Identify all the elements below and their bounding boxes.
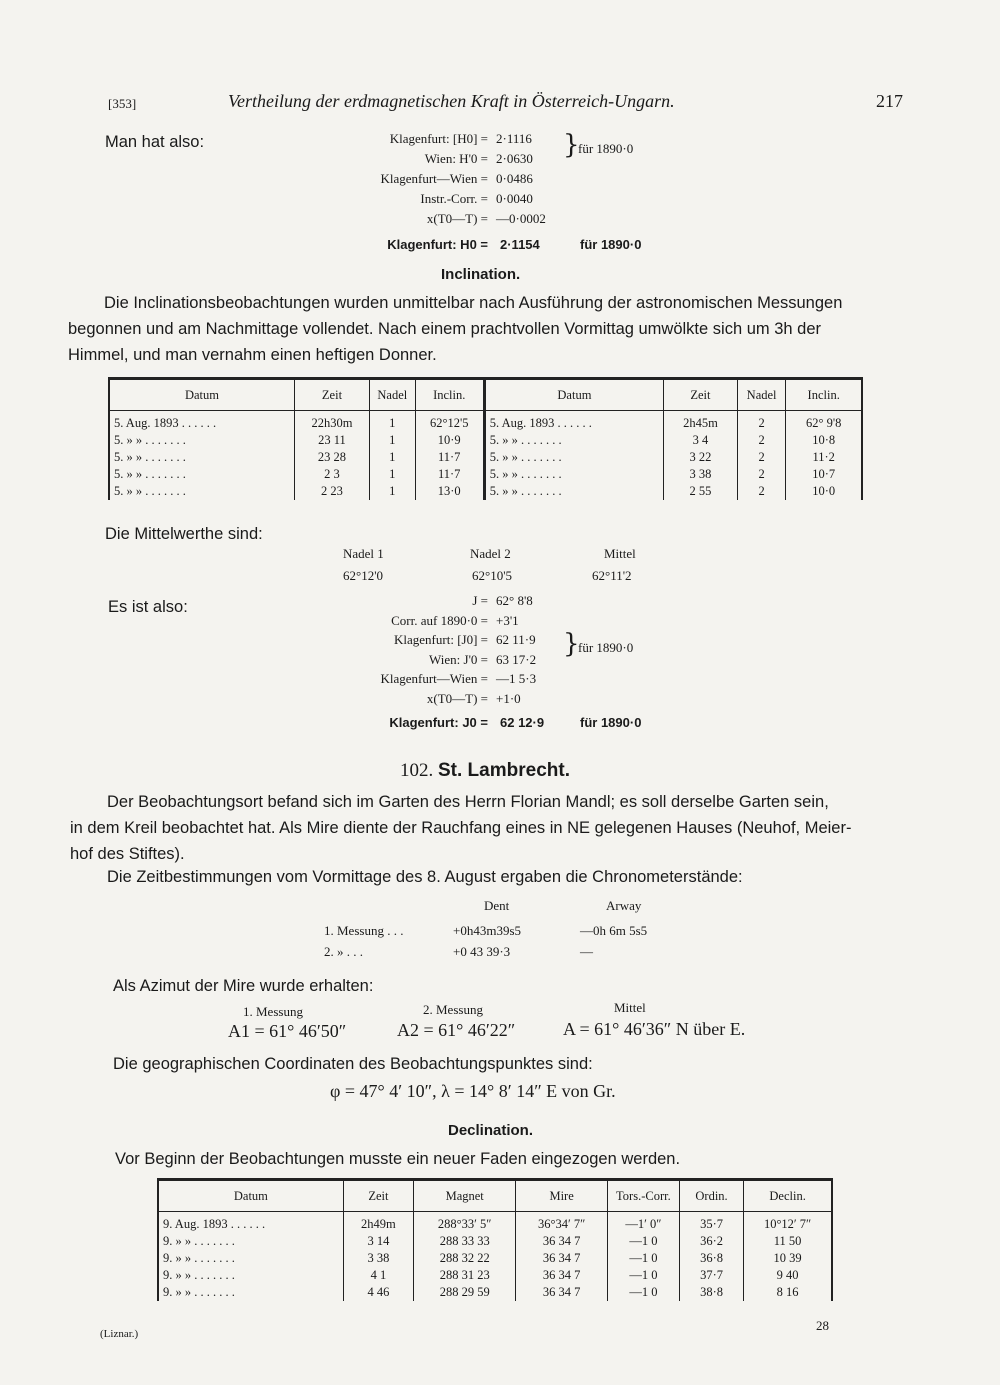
table-cell: 9. Aug. 1893 . . . . . . [158,1216,343,1233]
inclination-para-line-3: Himmel, und man vernahm einen heftigen Donner. [68,346,437,364]
table-cell: 3 22 [664,449,738,466]
table-cell: 23 11 [295,432,370,449]
j-line-value: 63 17·2 [496,651,537,667]
col-magnet: Magnet [414,1181,516,1212]
azimut-intro: Als Azimut der Mire wurde erhalten: [113,977,374,995]
chrono-row-dent: +0 43 39·3 [453,944,511,959]
j-line-value: —1 5·3 [496,671,537,686]
table-cell: 10·7 [786,466,862,483]
table-cell: 1 [369,415,415,432]
h-line-label: Klagenfurt—Wien = [380,171,488,186]
j-line-label: J = [472,593,488,608]
col-tors-corr: Tors.-Corr. [607,1181,679,1212]
table-cell: 288 31 23 [414,1267,516,1284]
table-cell: 10·0 [786,483,862,500]
footer-author: (Liznar.) [100,1328,139,1340]
inclination-para-line-2: begonnen und am Nachmittage vollendet. Nach einem prachtvollen Vormittag umwölkte sich um 3h der [68,320,821,338]
section-para-line-2: in dem Kreil beobachtet hat. Als Mire diente der Rauchfang eines in NE gelegenen Hauses (Neuhof, Meier- [70,819,852,837]
table-cell: 2h49m [343,1216,413,1233]
h-brace-note: für 1890·0 [578,141,634,156]
table-cell: —1 0 [607,1267,679,1284]
section-para-line-1: Der Beobachtungsort befand sich im Garten des Herrn Florian Mandl; es soll derselbe Garten sein, [107,793,829,811]
table-cell: 288 32 22 [414,1250,516,1267]
table-cell: —1′ 0″ [607,1216,679,1233]
azimut-head-mittel: Mittel [614,1000,646,1015]
col-datum-2: Datum [484,380,663,411]
inclination-heading: Inclination. [441,266,521,283]
table-cell: 38·8 [679,1284,743,1301]
coord-line: φ = 47° 4′ 10″, λ = 14° 8′ 14″ E von Gr. [330,1081,616,1101]
running-title: Vertheilung der erdmagnetischen Kraft in Österreich-Ungarn. [228,91,675,111]
h-line-value: 2·0630 [496,151,533,166]
table-cell: —1 0 [607,1284,679,1301]
section-para-2: Die Zeitbestimmungen vom Vormittage des 8. August ergaben die Chronometerstände: [107,868,743,886]
table-cell: 4 46 [343,1284,413,1301]
table-row [158,1233,832,1250]
h-line-label: Wien: H'0 = [424,151,488,166]
j-line-label: Wien: J'0 = [429,651,488,667]
section-heading [400,760,570,782]
j-brace-note: für 1890·0 [578,640,634,655]
table-cell: 2 55 [664,483,738,500]
j-result-value: 62 12·9 [500,715,545,730]
mittel-head-mittel: Mittel [604,546,636,561]
chrono-head-dent: Dent [484,898,510,913]
table-row [158,1250,832,1267]
table-cell: 62°12'5 [415,415,484,432]
table-cell: 1 [369,483,415,500]
j-line-value: +3'1 [496,612,519,628]
declination-heading: Declination. [448,1122,534,1139]
table-cell: 62° 9'8 [786,415,862,432]
table-cell: 1 [369,432,415,449]
col-mire: Mire [516,1181,608,1212]
h-line-label: Instr.-Corr. = [420,191,488,206]
table-cell: 288°33′ 5″ [414,1216,516,1233]
table-cell: 9. » » . . . . . . . [158,1250,343,1267]
table-cell: —1 0 [607,1233,679,1250]
table-cell: 11·7 [415,466,484,483]
mittel-val-nadel-1: 62°12'0 [343,568,384,583]
table-cell: 2 [737,483,786,500]
table-cell: 5. » » . . . . . . . [484,466,663,483]
azimut-head-2: 2. Messung [423,1002,483,1017]
h-result-value: 2·1154 [500,237,540,252]
mittel-head-nadel-2: Nadel 2 [470,546,511,561]
table-cell: 36 34 7 [516,1267,608,1284]
table-row [158,1267,832,1284]
table-cell: 1 [369,466,415,483]
table-row [109,432,862,449]
j-line-label: Klagenfurt: [J0] = [394,632,488,647]
mittel-val-nadel-2: 62°10'5 [472,568,513,583]
es-ist-also: Es ist also: [108,598,188,616]
table-cell: 2 23 [295,483,370,500]
inclination-para-line-1: Die Inclinationsbeobachtungen wurden unmittelbar nach Ausführung der astronomischen Messungen [104,294,843,312]
j-line-value: +1·0 [496,690,521,706]
col-zeit: Zeit [343,1181,413,1212]
h-brace: } [563,130,580,160]
col-inclin-2: Inclin. [786,380,862,411]
table-cell: 11 50 [744,1233,832,1250]
table-cell: 5. » » . . . . . . . [484,483,663,500]
j-line-value: 62 11·9 [496,632,536,647]
mittel-val-mittel: 62°11'2 [592,568,632,583]
table-row [109,415,862,432]
table-cell: 2 3 [295,466,370,483]
chrono-row-arway: —0h 6m 5s5 [580,923,648,938]
table-cell: 5. » » . . . . . . . [109,466,295,483]
table-cell: 35·7 [679,1216,743,1233]
table-cell: 36 34 7 [516,1250,608,1267]
table-cell: 3 4 [664,432,738,449]
h-line-value: —0·0002 [496,211,546,226]
table-cell: 4 1 [343,1267,413,1284]
azimut-value-2: A2 = 61° 46′22″ [397,1020,516,1040]
col-inclin: Inclin. [415,380,484,411]
table-cell: 8 16 [744,1284,832,1301]
h-line-label: Klagenfurt: [H0] = [389,131,488,146]
table-row [158,1284,832,1301]
table-cell: 23 28 [295,449,370,466]
h-line-value: 2·1116 [496,131,532,146]
mittel-head-nadel-1: Nadel 1 [343,546,384,561]
table-row [109,483,862,500]
chrono-row-arway: — [580,944,593,959]
table-cell: 5. » » . . . . . . . [484,432,663,449]
col-ordin: Ordin. [679,1181,743,1212]
table-cell: 5. Aug. 1893 . . . . . . [484,415,663,432]
table-row [109,449,862,466]
table-cell: 2h45m [664,415,738,432]
declination-para: Vor Beginn der Beobachtungen musste ein neuer Faden eingezogen werden. [115,1150,681,1168]
col-nadel-2: Nadel [737,380,786,411]
table-cell: 22h30m [295,415,370,432]
col-zeit-2: Zeit [664,380,738,411]
section-para-line-3: hof des Stiftes). [70,845,185,863]
table-cell: 9. » » . . . . . . . [158,1284,343,1301]
table-cell: 37·7 [679,1267,743,1284]
h-line-value: 0·0040 [496,191,533,206]
table-cell: 13·0 [415,483,484,500]
h-line-value: 0·0486 [496,171,533,186]
table-cell: 288 29 59 [414,1284,516,1301]
col-declin: Declin. [744,1181,832,1212]
table-cell: 10 39 [744,1250,832,1267]
table-cell: 36·8 [679,1250,743,1267]
table-cell: 36 34 7 [516,1284,608,1301]
table-cell: 5. » » . . . . . . . [484,449,663,466]
table-cell: 2 [737,466,786,483]
h-intro: Man hat also: [105,133,205,151]
mittel-intro: Die Mittelwerthe sind: [105,525,263,543]
table-cell: 9 40 [744,1267,832,1284]
h-result-note: für 1890·0 [580,237,642,252]
chrono-row-label: 2. » . . . [324,944,363,959]
table-cell: 10·8 [786,432,862,449]
chrono-row-dent: +0h43m39s5 [453,923,522,938]
table-cell: 288 33 33 [414,1233,516,1250]
j-line-label: x(T0—T) = [426,690,488,706]
table-cell: 5. » » . . . . . . . [109,483,295,500]
table-cell: 3 38 [343,1250,413,1267]
col-datum: Datum [109,380,295,411]
table-cell: 9. » » . . . . . . . [158,1233,343,1250]
table-row [158,1216,832,1233]
declination-table [157,1181,833,1301]
col-nadel: Nadel [369,380,415,411]
inclination-table [108,380,863,500]
j-line-label: Corr. auf 1890·0 = [391,612,488,628]
table-cell: 3 14 [343,1233,413,1250]
chrono-row-label: 1. Messung . . . [324,923,404,938]
j-result-note: für 1890·0 [580,715,642,730]
chrono-head-arway: Arway [606,898,642,913]
table-cell: 2 [737,449,786,466]
table-cell: 5. » » . . . . . . . [109,432,295,449]
j-line-label: Klagenfurt—Wien = [380,671,488,686]
table-row [109,466,862,483]
table-cell: 36 34 7 [516,1233,608,1250]
j-result-label: Klagenfurt: J0 = [389,715,488,730]
table-cell: 10°12′ 7″ [744,1216,832,1233]
azimut-head-1: 1. Messung [243,1004,303,1019]
section-name: St. Lambrecht. [438,760,570,781]
footer-signature: 28 [816,1318,829,1333]
j-line-value: 62° 8'8 [496,593,533,608]
table-cell: 11·2 [786,449,862,466]
page-number: 217 [876,91,903,111]
table-cell: 5. Aug. 1893 . . . . . . [109,415,295,432]
h-line-label: x(T0—T) = [426,211,488,226]
table-cell: 11·7 [415,449,484,466]
coord-intro: Die geographischen Coordinaten des Beobachtungspunktes sind: [113,1055,593,1073]
table-cell: 36·2 [679,1233,743,1250]
table-cell: 36°34′ 7″ [516,1216,608,1233]
azimut-value-1: A1 = 61° 46′50″ [228,1021,347,1041]
table-cell: 2 [737,432,786,449]
table-cell: 10·9 [415,432,484,449]
azimut-value-mittel: A = 61° 46′36″ N über E. [563,1019,746,1039]
table-cell: 1 [369,449,415,466]
page-reference: [353] [108,96,137,111]
table-cell: 9. » » . . . . . . . [158,1267,343,1284]
table-cell: 5. » » . . . . . . . [109,449,295,466]
j-brace: } [563,629,580,659]
table-cell: 2 [737,415,786,432]
col-zeit: Zeit [295,380,370,411]
section-number: 102. [400,760,434,781]
table-cell: 3 38 [664,466,738,483]
table-cell: —1 0 [607,1250,679,1267]
h-result-label: Klagenfurt: H0 = [387,237,488,252]
col-datum: Datum [158,1181,343,1212]
